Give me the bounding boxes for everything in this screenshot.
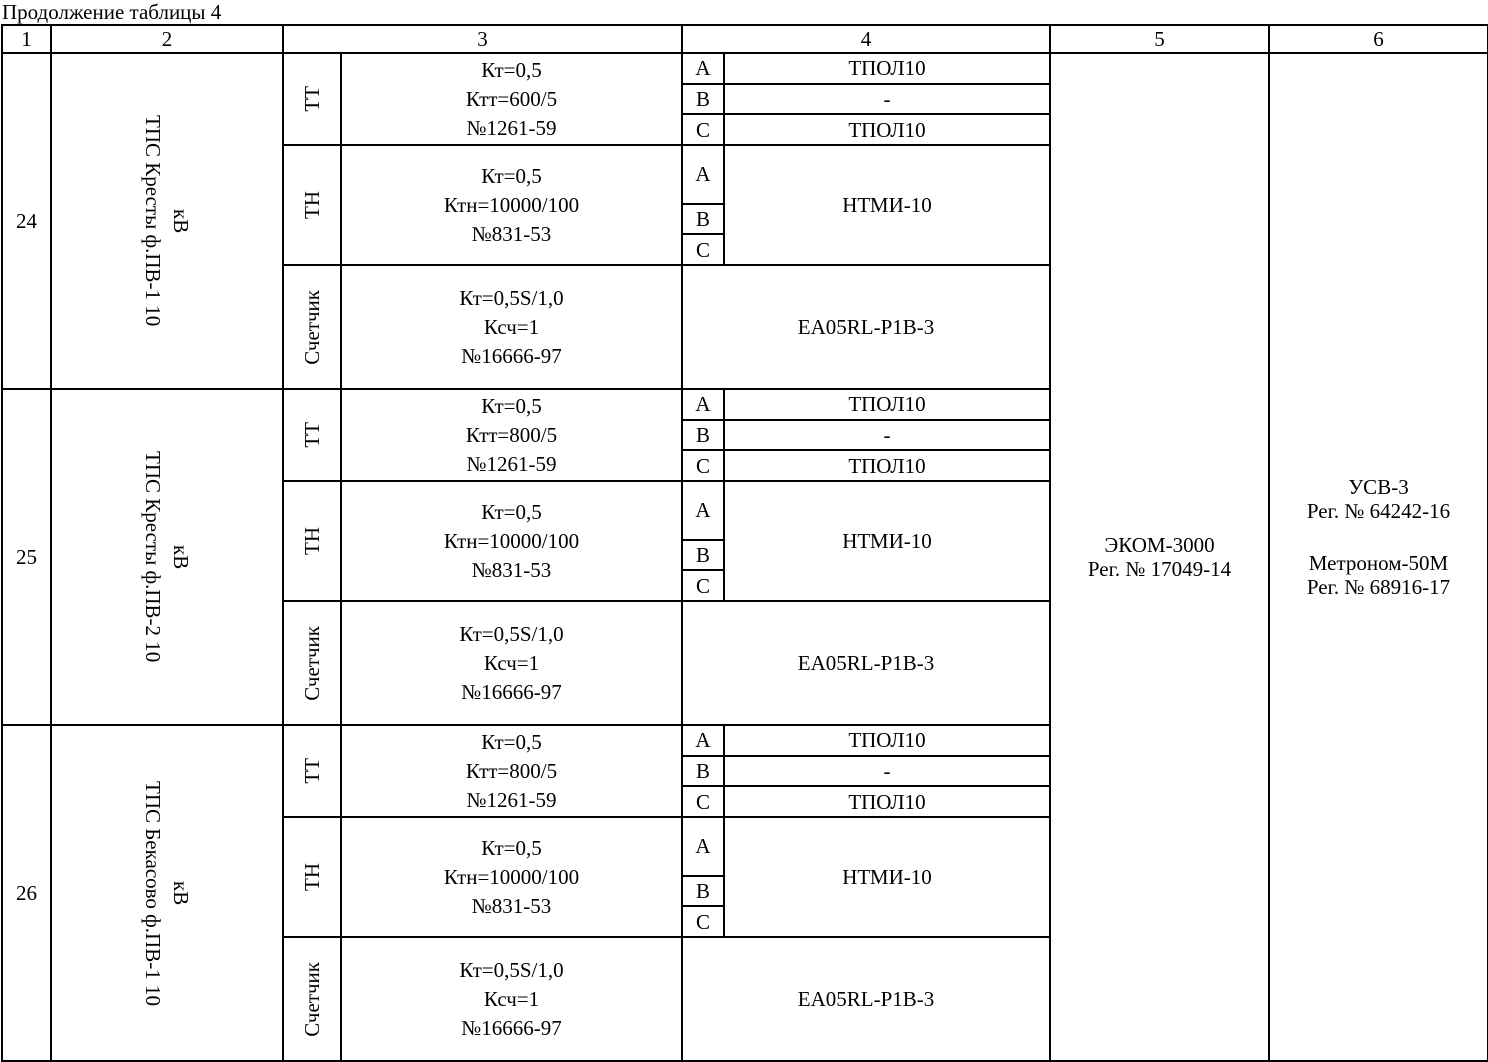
tt-param: Кт=0,5 — [481, 729, 542, 754]
connection-name — [51, 53, 283, 389]
meter-param: Ксч=1 — [483, 986, 540, 1011]
tn-param: Ктн=10000/100 — [443, 528, 580, 553]
meter-param: №16666-97 — [461, 679, 562, 704]
phase-letter: C — [682, 234, 724, 265]
meter-type: EA05RL-P1B-3 — [682, 265, 1050, 389]
header-cell-4: 4 — [682, 25, 1050, 53]
tt-param: Ктт=600/5 — [465, 86, 558, 111]
row-number: 25 — [2, 389, 51, 725]
sync-reg-2: Рег. № 68916-17 — [1306, 575, 1451, 599]
tn-param: Ктн=10000/100 — [443, 864, 580, 889]
tt-param: Ктт=800/5 — [465, 422, 558, 447]
phase-letter: C — [682, 570, 724, 601]
phase-letter: B — [682, 876, 724, 907]
tt-type: ТПОЛ10 — [724, 450, 1050, 481]
tt-params — [341, 389, 682, 481]
tt-type: ТПОЛ10 — [724, 786, 1050, 817]
tt-type: ТПОЛ10 — [724, 53, 1050, 84]
tn-params — [341, 817, 682, 937]
tn-label-text: ТН — [300, 191, 324, 219]
connection-name-line2: кВ — [169, 208, 193, 234]
tn-param: №831-53 — [471, 221, 552, 246]
connection-name-line1: ТПС Кресты ф.ПВ-1 10 — [141, 115, 165, 327]
ivk-cell — [1050, 53, 1269, 1061]
meter-params — [341, 937, 682, 1061]
meter-param: Кт=0,5S/1,0 — [459, 621, 564, 646]
phase-letter: C — [682, 450, 724, 481]
phase-letter: A — [682, 53, 724, 84]
header-cell-5: 5 — [1050, 25, 1269, 53]
connection-name-line2: кВ — [169, 880, 193, 906]
tn-params — [341, 145, 682, 265]
header-row — [2, 25, 1488, 53]
meter-type: EA05RL-P1B-3 — [682, 601, 1050, 725]
phase-letter: B — [682, 540, 724, 571]
tt-param: №1261-59 — [466, 787, 557, 812]
tn-param: Ктн=10000/100 — [443, 192, 580, 217]
tn-label — [283, 481, 341, 601]
meter-label-text: Счетчик — [300, 625, 324, 701]
phase-letter: B — [682, 420, 724, 451]
meter-label — [283, 937, 341, 1061]
tt-type: ТПОЛ10 — [724, 114, 1050, 145]
tt-param: №1261-59 — [466, 451, 557, 476]
meter-type: EA05RL-P1B-3 — [682, 937, 1050, 1061]
tn-label-text: ТН — [300, 863, 324, 891]
meter-label — [283, 601, 341, 725]
sync-device-2: Метроном-50М — [1308, 551, 1449, 575]
phase-letter: B — [682, 84, 724, 115]
phase-letter: A — [682, 817, 724, 876]
phase-letter: A — [682, 725, 724, 756]
connection-name — [51, 389, 283, 725]
tn-params — [341, 481, 682, 601]
tn-param: №831-53 — [471, 557, 552, 582]
tt-param: Кт=0,5 — [481, 393, 542, 418]
connection-name-line2: кВ — [169, 544, 193, 570]
header-cell-6: 6 — [1269, 25, 1488, 53]
tt-params — [341, 725, 682, 817]
meter-label-text: Счетчик — [300, 961, 324, 1037]
tn-type: НТМИ-10 — [724, 481, 1050, 601]
meter-param: Ксч=1 — [483, 650, 540, 675]
tt-param: Ктт=800/5 — [465, 758, 558, 783]
meter-param: Кт=0,5S/1,0 — [459, 957, 564, 982]
tt-label — [283, 725, 341, 817]
tt-type: ТПОЛ10 — [724, 725, 1050, 756]
phase-letter: A — [682, 145, 724, 204]
tt-param: №1261-59 — [466, 115, 557, 140]
phase-letter: C — [682, 786, 724, 817]
tt-type: - — [724, 84, 1050, 115]
tt-label-text: ТТ — [300, 758, 324, 784]
tt-label-text: ТТ — [300, 422, 324, 448]
tt-type: - — [724, 420, 1050, 451]
phase-letter: B — [682, 756, 724, 787]
tt-label — [283, 389, 341, 481]
header-cell-1: 1 — [2, 25, 51, 53]
phase-letter: C — [682, 114, 724, 145]
tt-param: Кт=0,5 — [481, 57, 542, 82]
tn-type: НТМИ-10 — [724, 145, 1050, 265]
sync-reg-1: Рег. № 64242-16 — [1306, 499, 1451, 523]
sync-device-1: УСВ-3 — [1348, 475, 1409, 499]
connection-name-line1: ТПС Кресты ф.ПВ-2 10 — [141, 451, 165, 663]
tt-params — [341, 53, 682, 145]
phase-letter: C — [682, 906, 724, 937]
connection-name — [51, 725, 283, 1061]
phase-letter: B — [682, 204, 724, 235]
meter-label — [283, 265, 341, 389]
tt-type: - — [724, 756, 1050, 787]
table-caption: Продолжение таблицы 4 — [2, 0, 222, 24]
header-cell-3: 3 — [283, 25, 682, 53]
meter-param: Ксч=1 — [483, 314, 540, 339]
meter-label-text: Счетчик — [300, 289, 324, 365]
meter-params — [341, 265, 682, 389]
meter-params — [341, 601, 682, 725]
ivk-name: ЭКОМ-3000 — [1104, 533, 1215, 557]
tn-param: Кт=0,5 — [481, 835, 542, 860]
equipment-table — [1, 24, 1488, 1062]
row-number: 24 — [2, 53, 51, 389]
tn-param: Кт=0,5 — [481, 499, 542, 524]
meter-param: №16666-97 — [461, 343, 562, 368]
tt-label — [283, 53, 341, 145]
header-cell-2: 2 — [51, 25, 283, 53]
table-row — [2, 53, 1488, 84]
meter-param: №16666-97 — [461, 1015, 562, 1040]
row-number: 26 — [2, 725, 51, 1061]
tt-type: ТПОЛ10 — [724, 389, 1050, 420]
ivk-reg: Рег. № 17049-14 — [1087, 557, 1232, 581]
tn-label — [283, 145, 341, 265]
phase-letter: A — [682, 389, 724, 420]
tt-label-text: ТТ — [300, 86, 324, 112]
tn-param: Кт=0,5 — [481, 163, 542, 188]
time-sync-cell — [1269, 53, 1488, 1061]
meter-param: Кт=0,5S/1,0 — [459, 285, 564, 310]
phase-letter: A — [682, 481, 724, 540]
tn-label-text: ТН — [300, 527, 324, 555]
tn-param: №831-53 — [471, 893, 552, 918]
connection-name-line1: ТПС Бекасово ф.ПВ-1 10 — [141, 780, 165, 1006]
tn-label — [283, 817, 341, 937]
tn-type: НТМИ-10 — [724, 817, 1050, 937]
